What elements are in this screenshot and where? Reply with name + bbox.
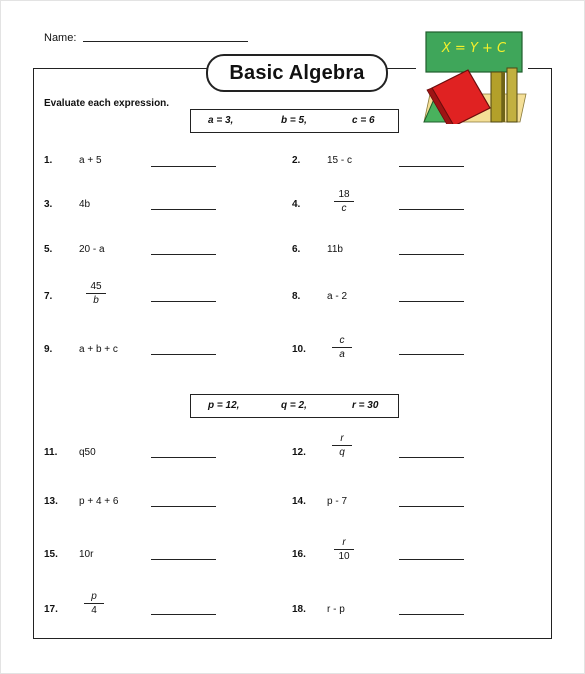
question-expression: q50 — [79, 447, 96, 458]
given-values-box — [190, 109, 399, 133]
instructions: Evaluate each expression. — [44, 98, 170, 109]
fraction-numerator: c — [332, 335, 352, 348]
question-fraction — [334, 537, 354, 562]
question-expression: a + 5 — [79, 155, 102, 166]
question-fraction — [84, 591, 104, 616]
question-number: 17. — [44, 604, 58, 615]
fraction-numerator: p — [84, 591, 104, 604]
fraction-numerator: 45 — [86, 281, 106, 294]
question-fraction — [86, 281, 106, 306]
answer-line — [151, 301, 216, 302]
question-expression: p + 4 + 6 — [79, 496, 119, 507]
fraction-numerator: 18 — [334, 189, 354, 202]
chalkboard-equation: X = Y + C — [441, 41, 507, 56]
answer-line — [399, 166, 464, 167]
answer-line — [151, 166, 216, 167]
name-label: Name: — [44, 32, 77, 44]
question-number: 13. — [44, 496, 58, 507]
question-number: 1. — [44, 155, 53, 166]
question-number: 6. — [292, 244, 301, 255]
question-expression: 20 - a — [79, 244, 105, 255]
question-number: 9. — [44, 344, 53, 355]
question-fraction — [334, 189, 354, 214]
question-expression: 15 - c — [327, 155, 353, 166]
fraction-denominator: c — [341, 203, 347, 214]
question-number: 2. — [292, 155, 301, 166]
fraction-numerator: r — [332, 433, 352, 446]
question-expression: a + b + c — [79, 344, 118, 355]
question-number: 11. — [44, 447, 58, 458]
answer-line — [151, 506, 216, 507]
given-value: q = 2, — [281, 400, 307, 411]
fraction-denominator: 4 — [91, 605, 97, 616]
tall-book — [507, 68, 517, 122]
question-expression: 11b — [327, 244, 343, 255]
answer-line — [399, 254, 464, 255]
given-value: p = 12, — [208, 400, 240, 411]
question-fraction — [332, 335, 352, 360]
question-expression: p - 7 — [327, 496, 348, 507]
answer-line — [399, 457, 464, 458]
answer-line — [399, 354, 464, 355]
question-number: 14. — [292, 496, 306, 507]
question-expression: 4b — [79, 199, 91, 210]
fraction-denominator: b — [93, 295, 99, 306]
question-number: 4. — [292, 199, 301, 210]
olive-book — [491, 72, 502, 122]
worksheet-title: Basic Algebra — [206, 54, 388, 92]
given-value: a = 3, — [208, 115, 234, 126]
given-values-box — [190, 394, 399, 418]
question-number: 5. — [44, 244, 53, 255]
question-expression: a - 2 — [327, 291, 348, 302]
fraction-denominator: a — [339, 349, 345, 360]
answer-line — [399, 209, 464, 210]
given-value: b = 5, — [281, 115, 307, 126]
question-expression: r - p — [327, 604, 345, 615]
answer-line — [151, 614, 216, 615]
fraction-numerator: r — [334, 537, 354, 550]
name-answer-line — [83, 41, 248, 42]
answer-line — [151, 209, 216, 210]
question-number: 7. — [44, 291, 53, 302]
question-number: 12. — [292, 447, 306, 458]
question-number: 15. — [44, 549, 58, 560]
fraction-denominator: 10 — [338, 551, 350, 562]
answer-line — [399, 559, 464, 560]
chalkboard-books-illustration — [416, 28, 528, 124]
answer-line — [151, 457, 216, 458]
question-number: 8. — [292, 291, 301, 302]
question-number: 16. — [292, 549, 306, 560]
answer-line — [151, 559, 216, 560]
answer-line — [399, 506, 464, 507]
answer-line — [399, 301, 464, 302]
given-value: r = 30 — [352, 400, 379, 411]
fraction-denominator: q — [339, 447, 345, 458]
given-value: c = 6 — [352, 115, 375, 126]
answer-line — [399, 614, 464, 615]
answer-line — [151, 354, 216, 355]
question-expression: 10r — [79, 549, 94, 560]
question-fraction — [332, 433, 352, 458]
question-number: 18. — [292, 604, 306, 615]
question-number: 3. — [44, 199, 53, 210]
question-number: 10. — [292, 344, 306, 355]
answer-line — [151, 254, 216, 255]
